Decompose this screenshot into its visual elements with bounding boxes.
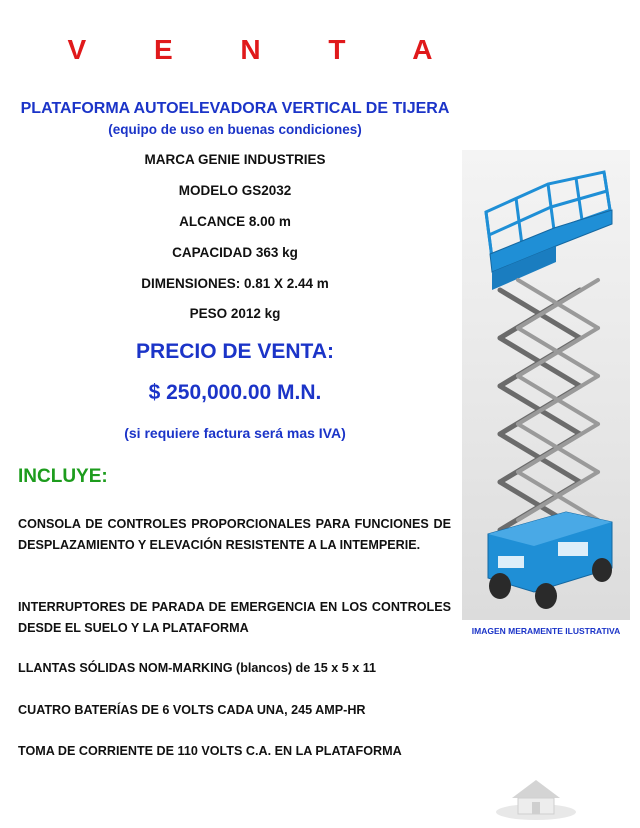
image-caption: IMAGEN MERAMENTE ILUSTRATIVA	[471, 626, 621, 636]
include-item-console: CONSOLA DE CONTROLES PROPORCIONALES PARA FUNCIONES DE DESPLAZAMIENTO Y ELEVACIÓN RESISTENTE A LA INTEMPERIE.	[18, 517, 451, 552]
spec-weight: PESO 2012 kg	[189, 306, 281, 321]
includes-heading: INCLUYE:	[18, 466, 108, 487]
house-logo-icon	[490, 772, 580, 822]
include-item-power-outlet: TOMA DE CORRIENTE DE 110 VOLTS C.A. EN LA PLATAFORMA	[18, 744, 402, 758]
include-item-batteries: CUATRO BATERÍAS DE 6 VOLTS CADA UNA, 245 AMP-HR	[18, 703, 366, 717]
spec-dimensions: DIMENSIONES: 0.81 X 2.44 m	[141, 276, 329, 291]
condition-note: (equipo de uso en buenas condiciones)	[108, 122, 362, 137]
product-image	[462, 150, 630, 620]
spec-brand: MARCA GENIE INDUSTRIES	[144, 152, 326, 167]
price-label: PRECIO DE VENTA:	[136, 340, 334, 363]
include-item-emergency-stop: INTERRUPTORES DE PARADA DE EMERGENCIA EN LOS CONTROLES DESDE EL SUELO Y LA PLATAFORMA	[18, 600, 451, 635]
spec-model: MODELO GS2032	[178, 183, 292, 198]
spec-capacity: CAPACIDAD 363 kg	[172, 245, 298, 260]
include-item-tires: LLANTAS SÓLIDAS NOM-MARKING (blancos) de 15 x 5 x 11	[18, 661, 377, 675]
product-subtitle: PLATAFORMA AUTOELEVADORA VERTICAL DE TIJERA	[20, 100, 450, 117]
price-value: $ 250,000.00 M.N.	[148, 381, 322, 404]
scissor-lift-illustration	[462, 150, 630, 620]
spec-reach: ALCANCE 8.00 m	[179, 214, 291, 229]
page-title: V E N T A	[67, 34, 463, 65]
price-note: (si requiere factura será mas IVA)	[124, 425, 346, 441]
